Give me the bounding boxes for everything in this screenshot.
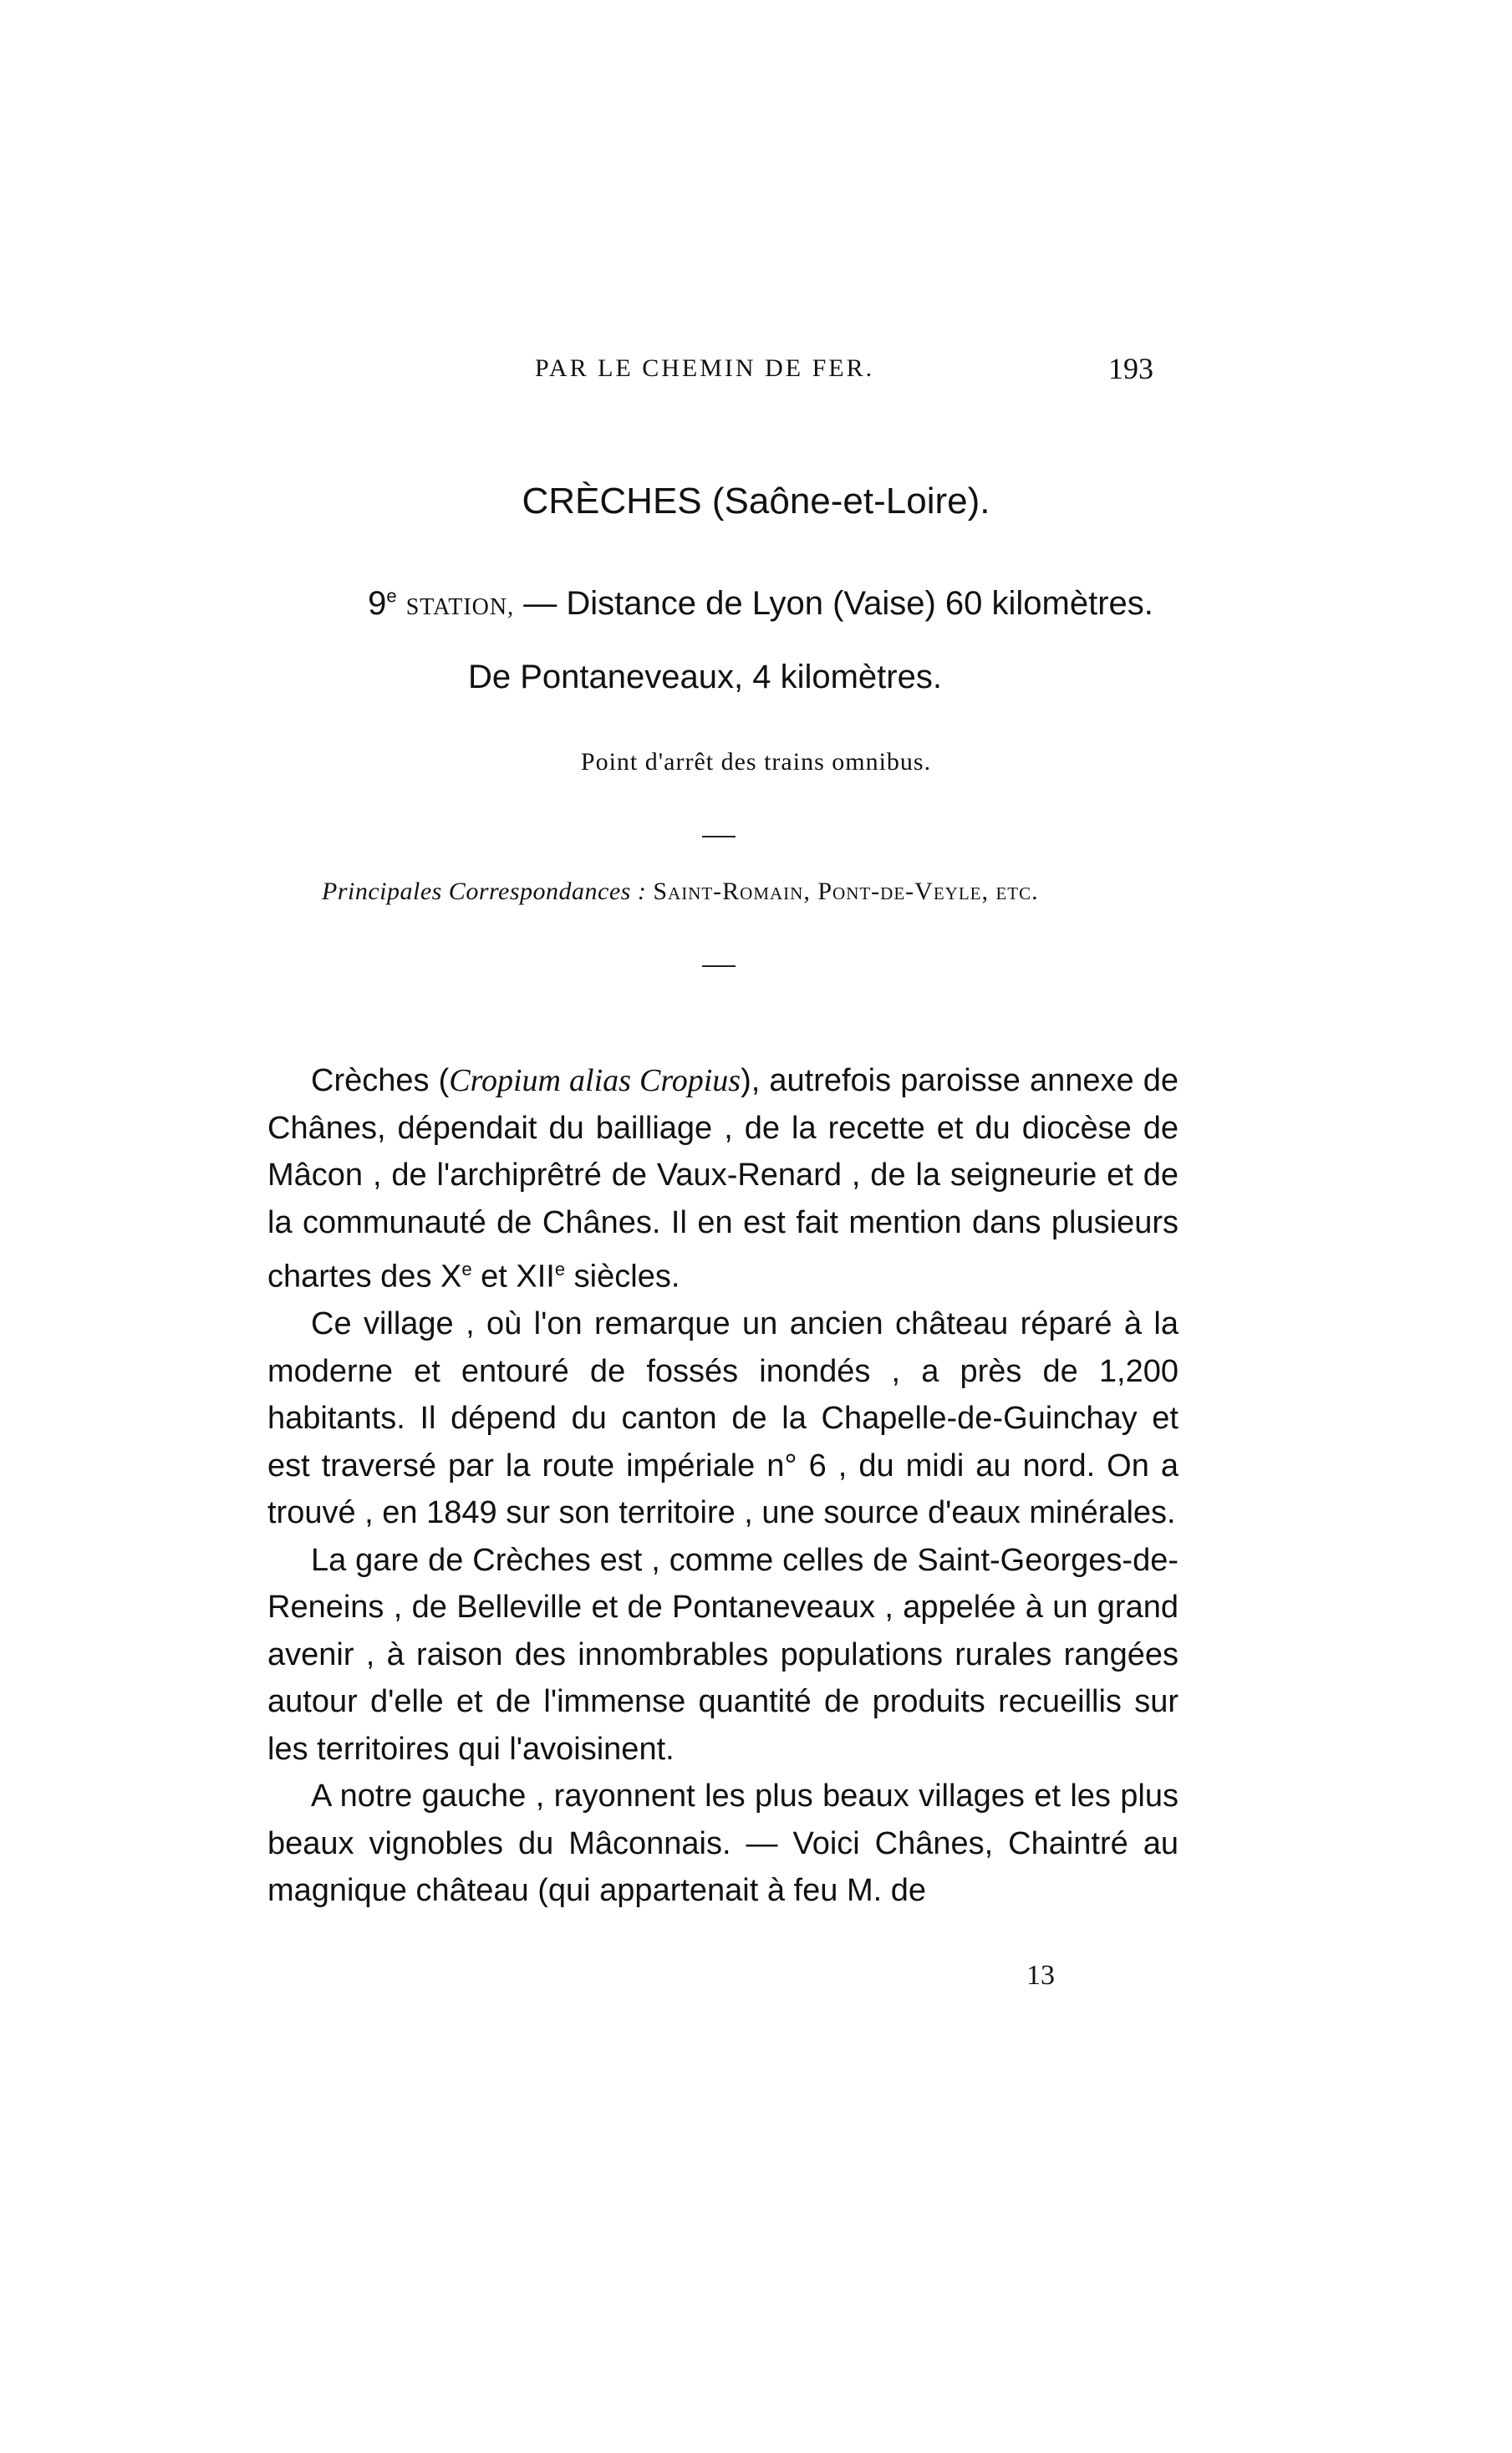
station-word: STATION,: [405, 594, 515, 620]
correspondances-label: Principales Correspondances :: [322, 878, 647, 905]
section-title: [0, 481, 1512, 522]
paragraph: [267, 1057, 1179, 1300]
station-distance-line: [301, 585, 1220, 623]
signature-mark: 13: [1026, 1960, 1055, 1991]
correspondances-places: Saint-Romain, Pont-de-Veyle, etc.: [653, 878, 1039, 905]
separator-rule: [702, 836, 736, 837]
title-region: (Saône-et-Loire).: [711, 481, 990, 522]
page-number: 193: [1108, 352, 1153, 385]
distance-pontaneveaux: De Pontaneveaux, 4 kilomètres.: [468, 659, 942, 695]
station-dash: —: [523, 585, 557, 622]
page-header: [535, 351, 1153, 393]
body-text: [267, 1057, 1179, 1915]
correspondances-line: [322, 878, 1199, 906]
p1-mid: et XII: [471, 1259, 555, 1295]
station-ordinal-sup: e: [386, 585, 397, 607]
paragraph: A notre gauche , rayonnent les plus beaux villages et les plus beaux vignobles du Mâconnais. — Voici Chânes, Chaintré au magnique château (qui appartenait à feu M. de: [267, 1779, 1179, 1909]
separator-rule: [702, 965, 736, 967]
p1-sup-2: e: [554, 1259, 566, 1280]
p1-sup-1: e: [461, 1259, 472, 1280]
distance-lyon: Distance de Lyon (Vaise) 60 kilomètres.: [566, 585, 1153, 622]
paragraph: La gare de Crèches est , comme celles de Saint-Georges-de-Reneins , de Belleville et de Pontaneveaux , appelée à un grand avenir , à raison des innombrables populations rurales rangées autour d'elle et de l'immense quantité de produits recueillis sur les territoires qui l'avoisinent.: [267, 1542, 1179, 1767]
stop-note: Point d'arrêt des trains omnibus.: [580, 748, 932, 776]
title-place: CRÈCHES: [522, 481, 702, 522]
p1-rest: ), autrefois paroisse annexe de Chânes, dépendait du bailliage , de la recette et du diocèse de Mâcon , de l'archiprêtré de Vaux-Renard , de la seigneurie et de la communauté de Chânes. Il en est fait mention dans plusieurs chartes des X: [267, 1063, 1179, 1295]
latin-name: Cropium alias Cropius: [449, 1063, 741, 1098]
p1-start: Crèches (: [311, 1063, 450, 1098]
paragraph: Ce village , où l'on remarque un ancien château réparé à la moderne et entouré de fossés inondés , a près de 1,200 habitants. Il dépend du canton de la Chapelle-de-Guinchay et est traversé par la route impériale n° 6 , du midi au nord. On a trouvé , en 1849 sur son territoire , une source d'eaux minérales.: [267, 1306, 1179, 1531]
running-head: PAR LE CHEMIN DE FER.: [535, 354, 875, 382]
station-ordinal: 9: [368, 585, 387, 622]
p1-end: siècles.: [565, 1259, 680, 1295]
